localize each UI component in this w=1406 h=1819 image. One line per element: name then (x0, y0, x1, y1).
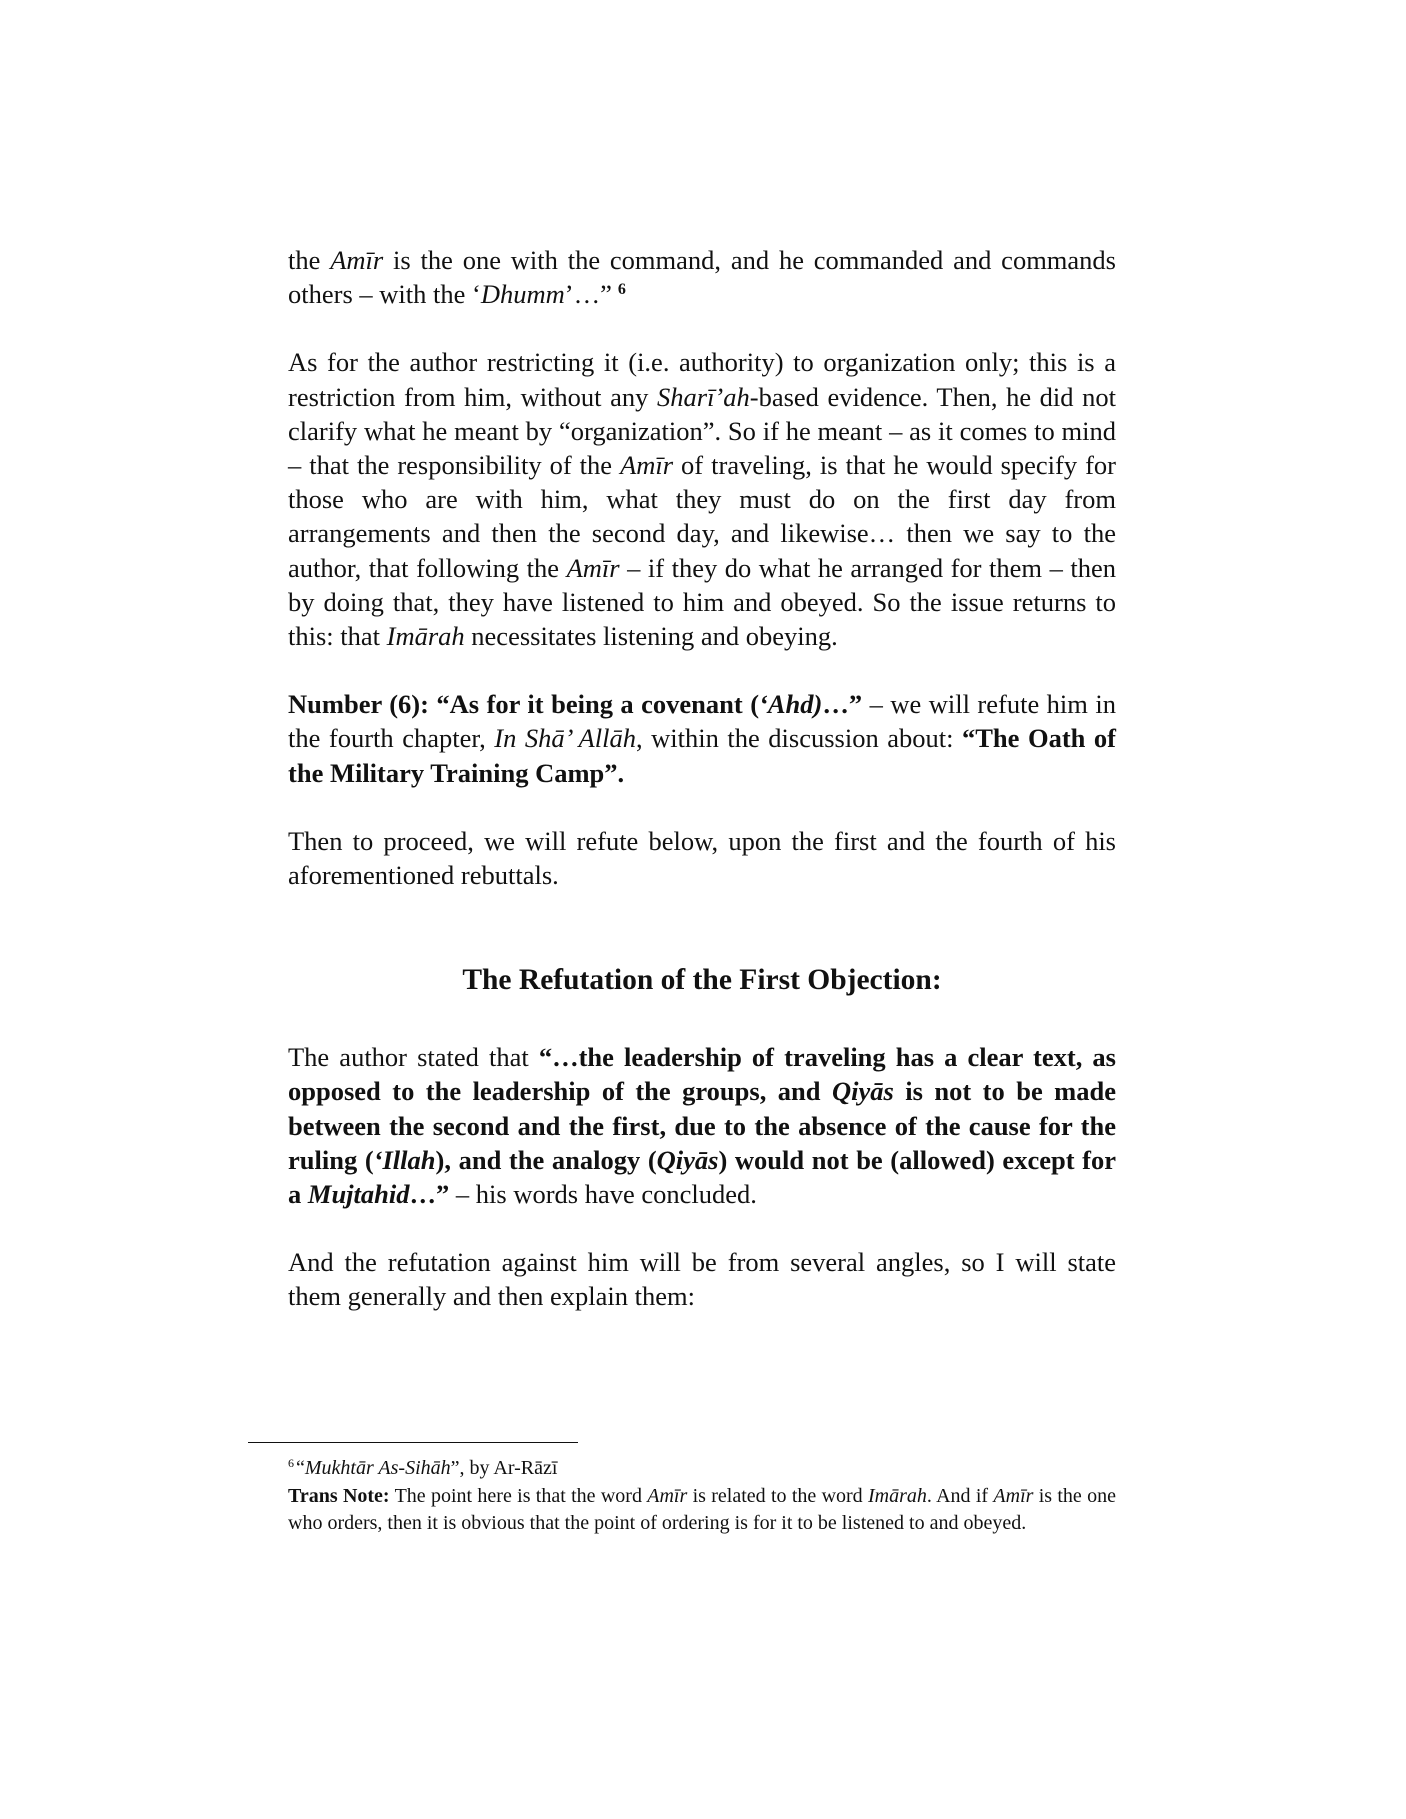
trans-note-label: Trans Note: (288, 1484, 390, 1507)
text-run: ”, by Ar-Rāzī (450, 1457, 558, 1479)
italic-book-title: Mukhtār As-Sihāh (304, 1457, 451, 1479)
italic-term: Amīr (566, 552, 620, 583)
text-run: is the one with the command, and he commanded and commands others – with the ‘ (288, 245, 1116, 310)
text-run: “ (296, 1457, 305, 1479)
paragraph-spacer (288, 1211, 1116, 1245)
italic-term: Amīr (620, 450, 674, 481)
bold-text-run: ) would not be (allowed) except for a (288, 1144, 1116, 1210)
footnote-6 (288, 1455, 1116, 1483)
text-run: – if they do what he arranged for them – then by doing that, they have listened to him and obeyed. So the issue returns to this: that (288, 552, 1116, 652)
paragraph-refutation-angles: And the refutation against him will be from several angles, so I will state them generally and then explain them: (288, 1247, 1116, 1312)
italic-term: Amīr (330, 245, 384, 275)
bold-text-run: is not to be made between the second and the first, due to the absence of the cause for the ruling ( (288, 1076, 1116, 1175)
text-run: -based evidence. Then, he did not clarify what he meant by “organization”. So if he meant – as it comes to mind – that the responsibility of the (288, 381, 1116, 481)
main-text-column (288, 243, 1116, 1314)
text-run: . And if (926, 1484, 994, 1507)
section-heading: The Refutation of the First Objection: (462, 964, 942, 997)
footnote-separator-rule (248, 1442, 578, 1443)
italic-term: In Shā’ Allāh (494, 723, 636, 754)
bold-text-run: …” (822, 689, 863, 720)
bold-italic-term: Qiyās (656, 1144, 719, 1175)
paragraph-amir-command (288, 243, 1116, 311)
section-spacer (288, 892, 1116, 960)
italic-term: Imārah (868, 1484, 927, 1507)
italic-term: Dhumm (480, 279, 565, 310)
bold-italic-term: ‘Ahd) (759, 689, 823, 720)
text-run: , within the discussion about: (635, 723, 962, 754)
footnote-number: 6 (288, 1456, 294, 1470)
text-run: – we will refute him in the fourth chapter, (288, 689, 1117, 754)
italic-term: Sharī’ah (657, 381, 750, 412)
italic-term: Amīr (993, 1484, 1034, 1507)
paragraph-spacer (288, 311, 1116, 345)
paragraph-then-to-proceed: Then to proceed, we will refute below, upon the first and the fourth of his aforementioned rebuttals. (288, 825, 1116, 891)
text-run: of traveling, is that he would specify for those who are with him, what they must do on the first day from arrangements and then the second day, and likewise… then we say to the author, that following the (288, 450, 1117, 583)
bold-italic-term: Qiyās (831, 1076, 894, 1107)
italic-term: Imārah (386, 621, 465, 652)
footnote-reference[interactable]: 6 (617, 281, 626, 299)
text-run: is the one who orders, then it is obvious that the point of ordering is for it to be listened to and obeyed. (288, 1484, 1117, 1534)
heading-spacer (288, 1000, 1116, 1040)
text-run: The author stated that (288, 1042, 539, 1073)
translator-note (288, 1483, 1116, 1538)
bold-italic-term: Mujtahid (307, 1179, 410, 1210)
paragraph-author-stated (288, 1040, 1116, 1211)
paragraph-organization (288, 345, 1116, 653)
paragraph-number-six (288, 687, 1116, 790)
paragraph-spacer (288, 653, 1116, 687)
text-run: As for the author restricting it (i.e. authority) to organization only; this is a restriction from him, without any (288, 347, 1116, 412)
text-run: ’…” (564, 279, 612, 310)
bold-text-run: ), and the analogy ( (435, 1144, 657, 1175)
bold-italic-term: ‘Illah (373, 1144, 436, 1175)
italic-term: Amīr (647, 1484, 688, 1507)
text-run: the (288, 245, 331, 275)
text-run: – his words have concluded. (449, 1179, 757, 1210)
bold-text-run: “…the leadership of traveling has a clear text, as opposed to the leadership of the groups, and (288, 1042, 1116, 1107)
text-run: is related to the word (687, 1484, 868, 1507)
paragraph-spacer (288, 790, 1116, 824)
footnotes-area (288, 1455, 1116, 1538)
bold-text-run: Number (6): “As for it being a covenant ( (288, 689, 760, 720)
bold-text-run: “The Oath of the Military Training Camp”. (288, 723, 1116, 788)
text-run: necessitates listening and obeying. (464, 621, 838, 652)
bold-text-run: …” (409, 1179, 450, 1210)
text-run: The point here is that the word (389, 1484, 648, 1507)
